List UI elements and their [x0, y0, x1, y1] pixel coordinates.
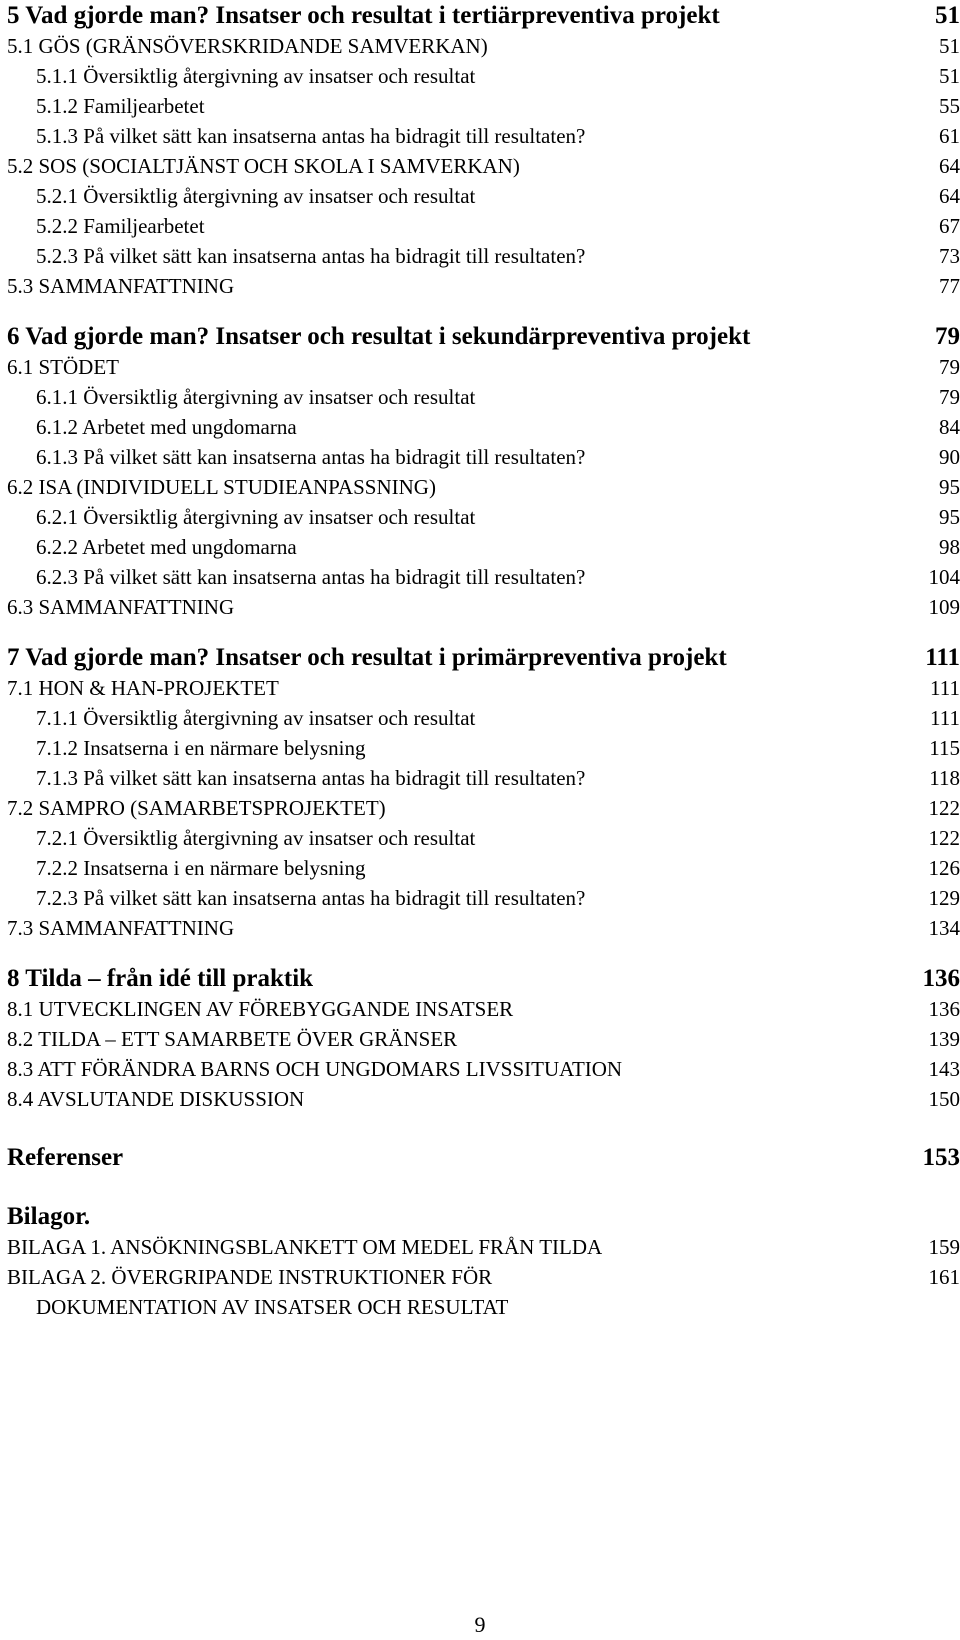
chapter-page: 136	[922, 965, 960, 992]
entry-page: 126	[928, 856, 960, 880]
entry-title: 7.1 HON & HAN-PROJEKTET	[7, 676, 279, 700]
entry-page: 79	[939, 385, 960, 409]
entry-title: 7.2.3 På vilket sätt kan insatserna antas ha bidragit till resultaten?	[36, 886, 586, 910]
entry-page: 161	[928, 1265, 960, 1289]
entry-page: 98	[939, 535, 960, 559]
entry-title: 6.1.3 På vilket sätt kan insatserna antas ha bidragit till resultaten?	[36, 445, 586, 469]
toc-entry[interactable]	[7, 211, 960, 241]
entry-page: 95	[939, 475, 960, 499]
entry-page: 51	[939, 34, 960, 58]
entry-page: 73	[939, 244, 960, 268]
toc-entry[interactable]	[7, 61, 960, 91]
entry-page: 111	[930, 706, 960, 730]
entry-title: BILAGA 2. ÖVERGRIPANDE INSTRUKTIONER FÖR	[7, 1265, 493, 1289]
toc-appendices-heading	[7, 1201, 960, 1232]
entry-page: 79	[939, 355, 960, 379]
toc-entry[interactable]	[7, 241, 960, 271]
toc-entry[interactable]	[7, 673, 960, 703]
toc-entry[interactable]	[7, 91, 960, 121]
entry-page: 104	[928, 565, 960, 589]
toc-entry[interactable]	[7, 994, 960, 1024]
entry-page: 143	[928, 1057, 960, 1081]
entry-title: 6.1.2 Arbetet med ungdomarna	[36, 415, 297, 439]
entry-page: 55	[939, 94, 960, 118]
references-title: Referenser	[7, 1144, 124, 1171]
entry-page: 159	[928, 1235, 960, 1259]
entry-title-continuation: DOKUMENTATION AV INSATSER OCH RESULTAT	[36, 1295, 509, 1319]
toc-entry[interactable]	[7, 883, 960, 913]
entry-page: 122	[928, 826, 960, 850]
entry-title: 5.3 SAMMANFATTNING	[7, 274, 235, 298]
toc-entry[interactable]	[7, 853, 960, 883]
entry-title: 6.1 STÖDET	[7, 355, 119, 379]
entry-title: 5.1.1 Översiktlig återgivning av insatser och resultat	[36, 64, 476, 88]
toc-entry[interactable]	[7, 271, 960, 301]
entry-page: 139	[928, 1027, 960, 1051]
toc-entry[interactable]	[7, 763, 960, 793]
entry-title: 7.2.1 Översiktlig återgivning av insatser och resultat	[36, 826, 476, 850]
entry-title: 8.2 TILDA – ETT SAMARBETE ÖVER GRÄNSER	[7, 1027, 458, 1051]
toc-entry[interactable]	[7, 382, 960, 412]
entry-page: 109	[928, 595, 960, 619]
toc-entry[interactable]	[7, 1024, 960, 1054]
entry-page: 118	[929, 766, 960, 790]
toc-entry[interactable]	[7, 562, 960, 592]
page-number: 9	[474, 1612, 486, 1637]
toc-chapter-8[interactable]	[7, 963, 960, 994]
toc-entry[interactable]	[7, 352, 960, 382]
entry-title: 8.3 ATT FÖRÄNDRA BARNS OCH UNGDOMARS LIVSSITUATION	[7, 1057, 623, 1081]
entry-page: 134	[928, 916, 960, 940]
entry-title: 5.1.3 På vilket sätt kan insatserna antas ha bidragit till resultaten?	[36, 124, 586, 148]
entry-page: 51	[939, 64, 960, 88]
entry-title: 5.2.1 Översiktlig återgivning av insatser och resultat	[36, 184, 476, 208]
toc-entry[interactable]	[7, 913, 960, 943]
toc-entry[interactable]	[7, 703, 960, 733]
chapter-page: 51	[935, 2, 960, 29]
toc-entry-bilaga-1[interactable]	[7, 1232, 960, 1262]
toc-chapter-5[interactable]	[7, 0, 960, 31]
entry-title: 6.3 SAMMANFATTNING	[7, 595, 235, 619]
toc-entry[interactable]	[7, 181, 960, 211]
entry-title: 7.3 SAMMANFATTNING	[7, 916, 235, 940]
toc-entry[interactable]	[7, 1084, 960, 1114]
entry-title: 7.1.1 Översiktlig återgivning av insatser och resultat	[36, 706, 476, 730]
toc-entry[interactable]	[7, 592, 960, 622]
entry-page: 129	[928, 886, 960, 910]
appendices-title: Bilagor.	[7, 1203, 91, 1230]
chapter-title: 5 Vad gjorde man? Insatser och resultat i tertiärpreventiva projekt	[7, 2, 720, 29]
entry-title: 8.4 AVSLUTANDE DISKUSSION	[7, 1087, 305, 1111]
entry-page: 64	[939, 154, 960, 178]
chapter-title: 6 Vad gjorde man? Insatser och resultat i sekundärpreventiva projekt	[7, 323, 751, 350]
entry-title: 8.1 UTVECKLINGEN AV FÖREBYGGANDE INSATSER	[7, 997, 514, 1021]
toc-entry[interactable]	[7, 1054, 960, 1084]
entry-title: 5.2.2 Familjearbetet	[36, 214, 205, 238]
entry-title: 5.1.2 Familjearbetet	[36, 94, 205, 118]
entry-title: 7.2.2 Insatserna i en närmare belysning	[36, 856, 366, 880]
entry-page: 136	[928, 997, 960, 1021]
entry-page: 115	[929, 736, 960, 760]
entry-page: 95	[939, 505, 960, 529]
toc-entry[interactable]	[7, 472, 960, 502]
entry-title: 7.2 SAMPRO (SAMARBETSPROJEKTET)	[7, 796, 386, 820]
toc-entry[interactable]	[7, 502, 960, 532]
entry-title: 6.1.1 Översiktlig återgivning av insatser och resultat	[36, 385, 476, 409]
toc-entry[interactable]	[7, 151, 960, 181]
entry-page: 64	[939, 184, 960, 208]
toc-chapter-6[interactable]	[7, 321, 960, 352]
toc-entry[interactable]	[7, 121, 960, 151]
entry-page: 122	[928, 796, 960, 820]
entry-title: 6.2 ISA (INDIVIDUELL STUDIEANPASSNING)	[7, 475, 436, 499]
entry-title: BILAGA 1. ANSÖKNINGSBLANKETT OM MEDEL FRÅN TILDA	[7, 1235, 603, 1259]
toc-entry-bilaga-2[interactable]	[7, 1262, 960, 1292]
entry-title: 6.2.3 På vilket sätt kan insatserna antas ha bidragit till resultaten?	[36, 565, 586, 589]
entry-page: 61	[939, 124, 960, 148]
entry-title: 6.2.1 Översiktlig återgivning av insatser och resultat	[36, 505, 476, 529]
chapter-page: 111	[925, 644, 960, 671]
toc-entry[interactable]	[7, 733, 960, 763]
entry-page: 150	[928, 1087, 960, 1111]
table-of-contents	[7, 0, 960, 1322]
entry-title: 7.1.2 Insatserna i en närmare belysning	[36, 736, 366, 760]
chapter-page: 79	[935, 323, 960, 350]
entry-page: 111	[930, 676, 960, 700]
chapter-title: 7 Vad gjorde man? Insatser och resultat i primärpreventiva projekt	[7, 644, 727, 671]
entry-title: 5.2 SOS (SOCIALTJÄNST OCH SKOLA I SAMVERKAN)	[7, 154, 520, 178]
entry-page: 77	[939, 274, 960, 298]
toc-references[interactable]	[7, 1142, 960, 1173]
entry-title: 5.2.3 På vilket sätt kan insatserna antas ha bidragit till resultaten?	[36, 244, 586, 268]
entry-page: 90	[939, 445, 960, 469]
entry-page: 84	[939, 415, 960, 439]
entry-title: 5.1 GÖS (GRÄNSÖVERSKRIDANDE SAMVERKAN)	[7, 34, 488, 58]
toc-entry[interactable]	[7, 823, 960, 853]
entry-title: 6.2.2 Arbetet med ungdomarna	[36, 535, 297, 559]
toc-entry[interactable]	[7, 442, 960, 472]
references-page: 153	[922, 1144, 960, 1171]
toc-entry[interactable]	[7, 31, 960, 61]
entry-page: 67	[939, 214, 960, 238]
chapter-title: 8 Tilda – från idé till praktik	[7, 965, 314, 992]
toc-chapter-7[interactable]	[7, 642, 960, 673]
toc-entry[interactable]	[7, 412, 960, 442]
entry-title: 7.1.3 På vilket sätt kan insatserna antas ha bidragit till resultaten?	[36, 766, 586, 790]
toc-entry[interactable]	[7, 532, 960, 562]
toc-entry[interactable]	[7, 793, 960, 823]
